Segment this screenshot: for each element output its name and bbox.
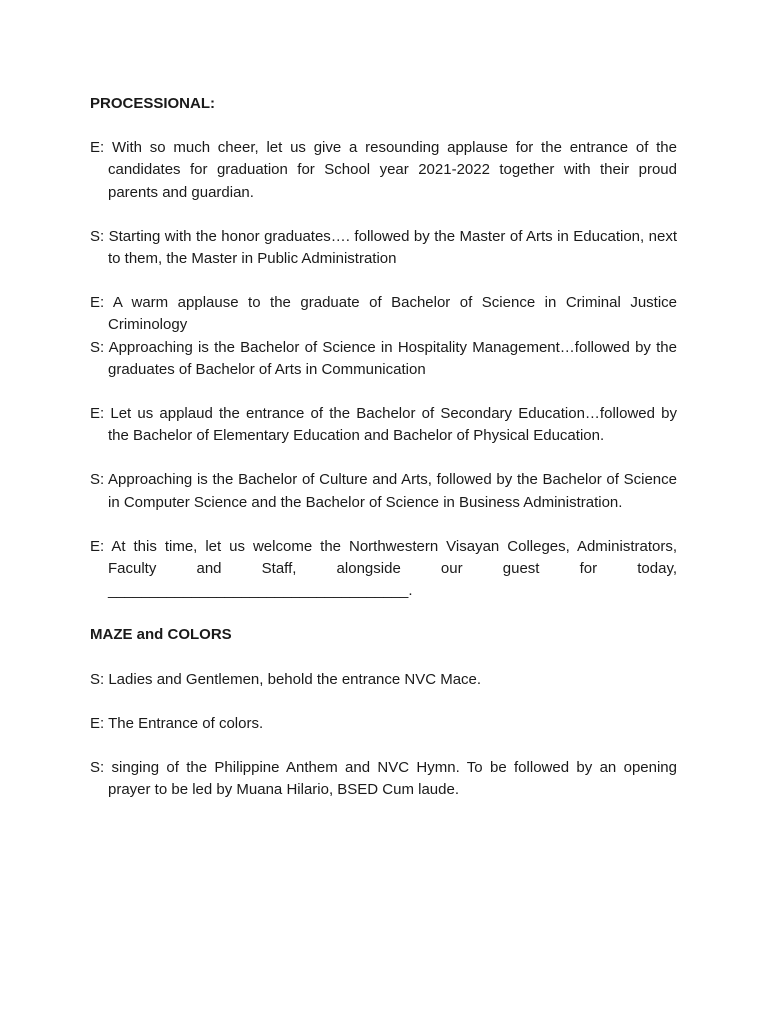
spacer <box>90 602 677 624</box>
script-line: S: Ladies and Gentlemen, behold the entrance NVC Mace. <box>90 670 482 688</box>
script-line: E: A warm applause to the graduate of Bachelor of Science in Criminal Justice Criminology <box>90 294 677 334</box>
spacer <box>90 735 677 757</box>
section-heading-processional: PROCESSIONAL: <box>90 95 216 112</box>
script-line: E: With so much cheer, let us give a resounding applause for the entrance of the candidates for graduation for School year 2021-2022 together with their proud parents and guardian. <box>90 139 677 201</box>
spacer <box>90 270 677 292</box>
spacer <box>90 691 677 713</box>
section-heading-maze-and-colors: MAZE and COLORS <box>90 626 232 644</box>
spacer <box>90 647 677 669</box>
script-line: S: Starting with the honor graduates…. followed by the Master of Arts in Education, next to them, the Master in Public Administration <box>90 227 677 268</box>
script-line: S: singing of the Philippine Anthem and NVC Hymn. To be followed by an opening prayer to be led by Muana Hilario, BSED Cum laude. <box>90 759 677 799</box>
document-body <box>90 93 677 801</box>
script-line: S: Approaching is the Bachelor of Science in Hospitality Management…followed by the graduates of Bachelor of Arts in Communication <box>90 338 677 378</box>
script-line: E: Let us applaud the entrance of the Bachelor of Secondary Education…followed by the Bachelor of Elementary Education and Bachelor of Physical Education. <box>90 405 677 445</box>
script-line: E: The Entrance of colors. <box>90 714 264 732</box>
spacer <box>90 381 677 403</box>
script-line: E: At this time, let us welcome the Northwestern Visayan Colleges, Administrators, Faculty and Staff, alongside our guest for today, ____________________________________. <box>90 537 677 600</box>
script-line: S: Approaching is the Bachelor of Culture and Arts, followed by the Bachelor of Science in Computer Science and the Bachelor of Science in Business Administration. <box>90 471 677 511</box>
spacer <box>90 115 677 137</box>
spacer <box>90 514 677 536</box>
spacer <box>90 447 677 469</box>
spacer <box>90 204 677 226</box>
